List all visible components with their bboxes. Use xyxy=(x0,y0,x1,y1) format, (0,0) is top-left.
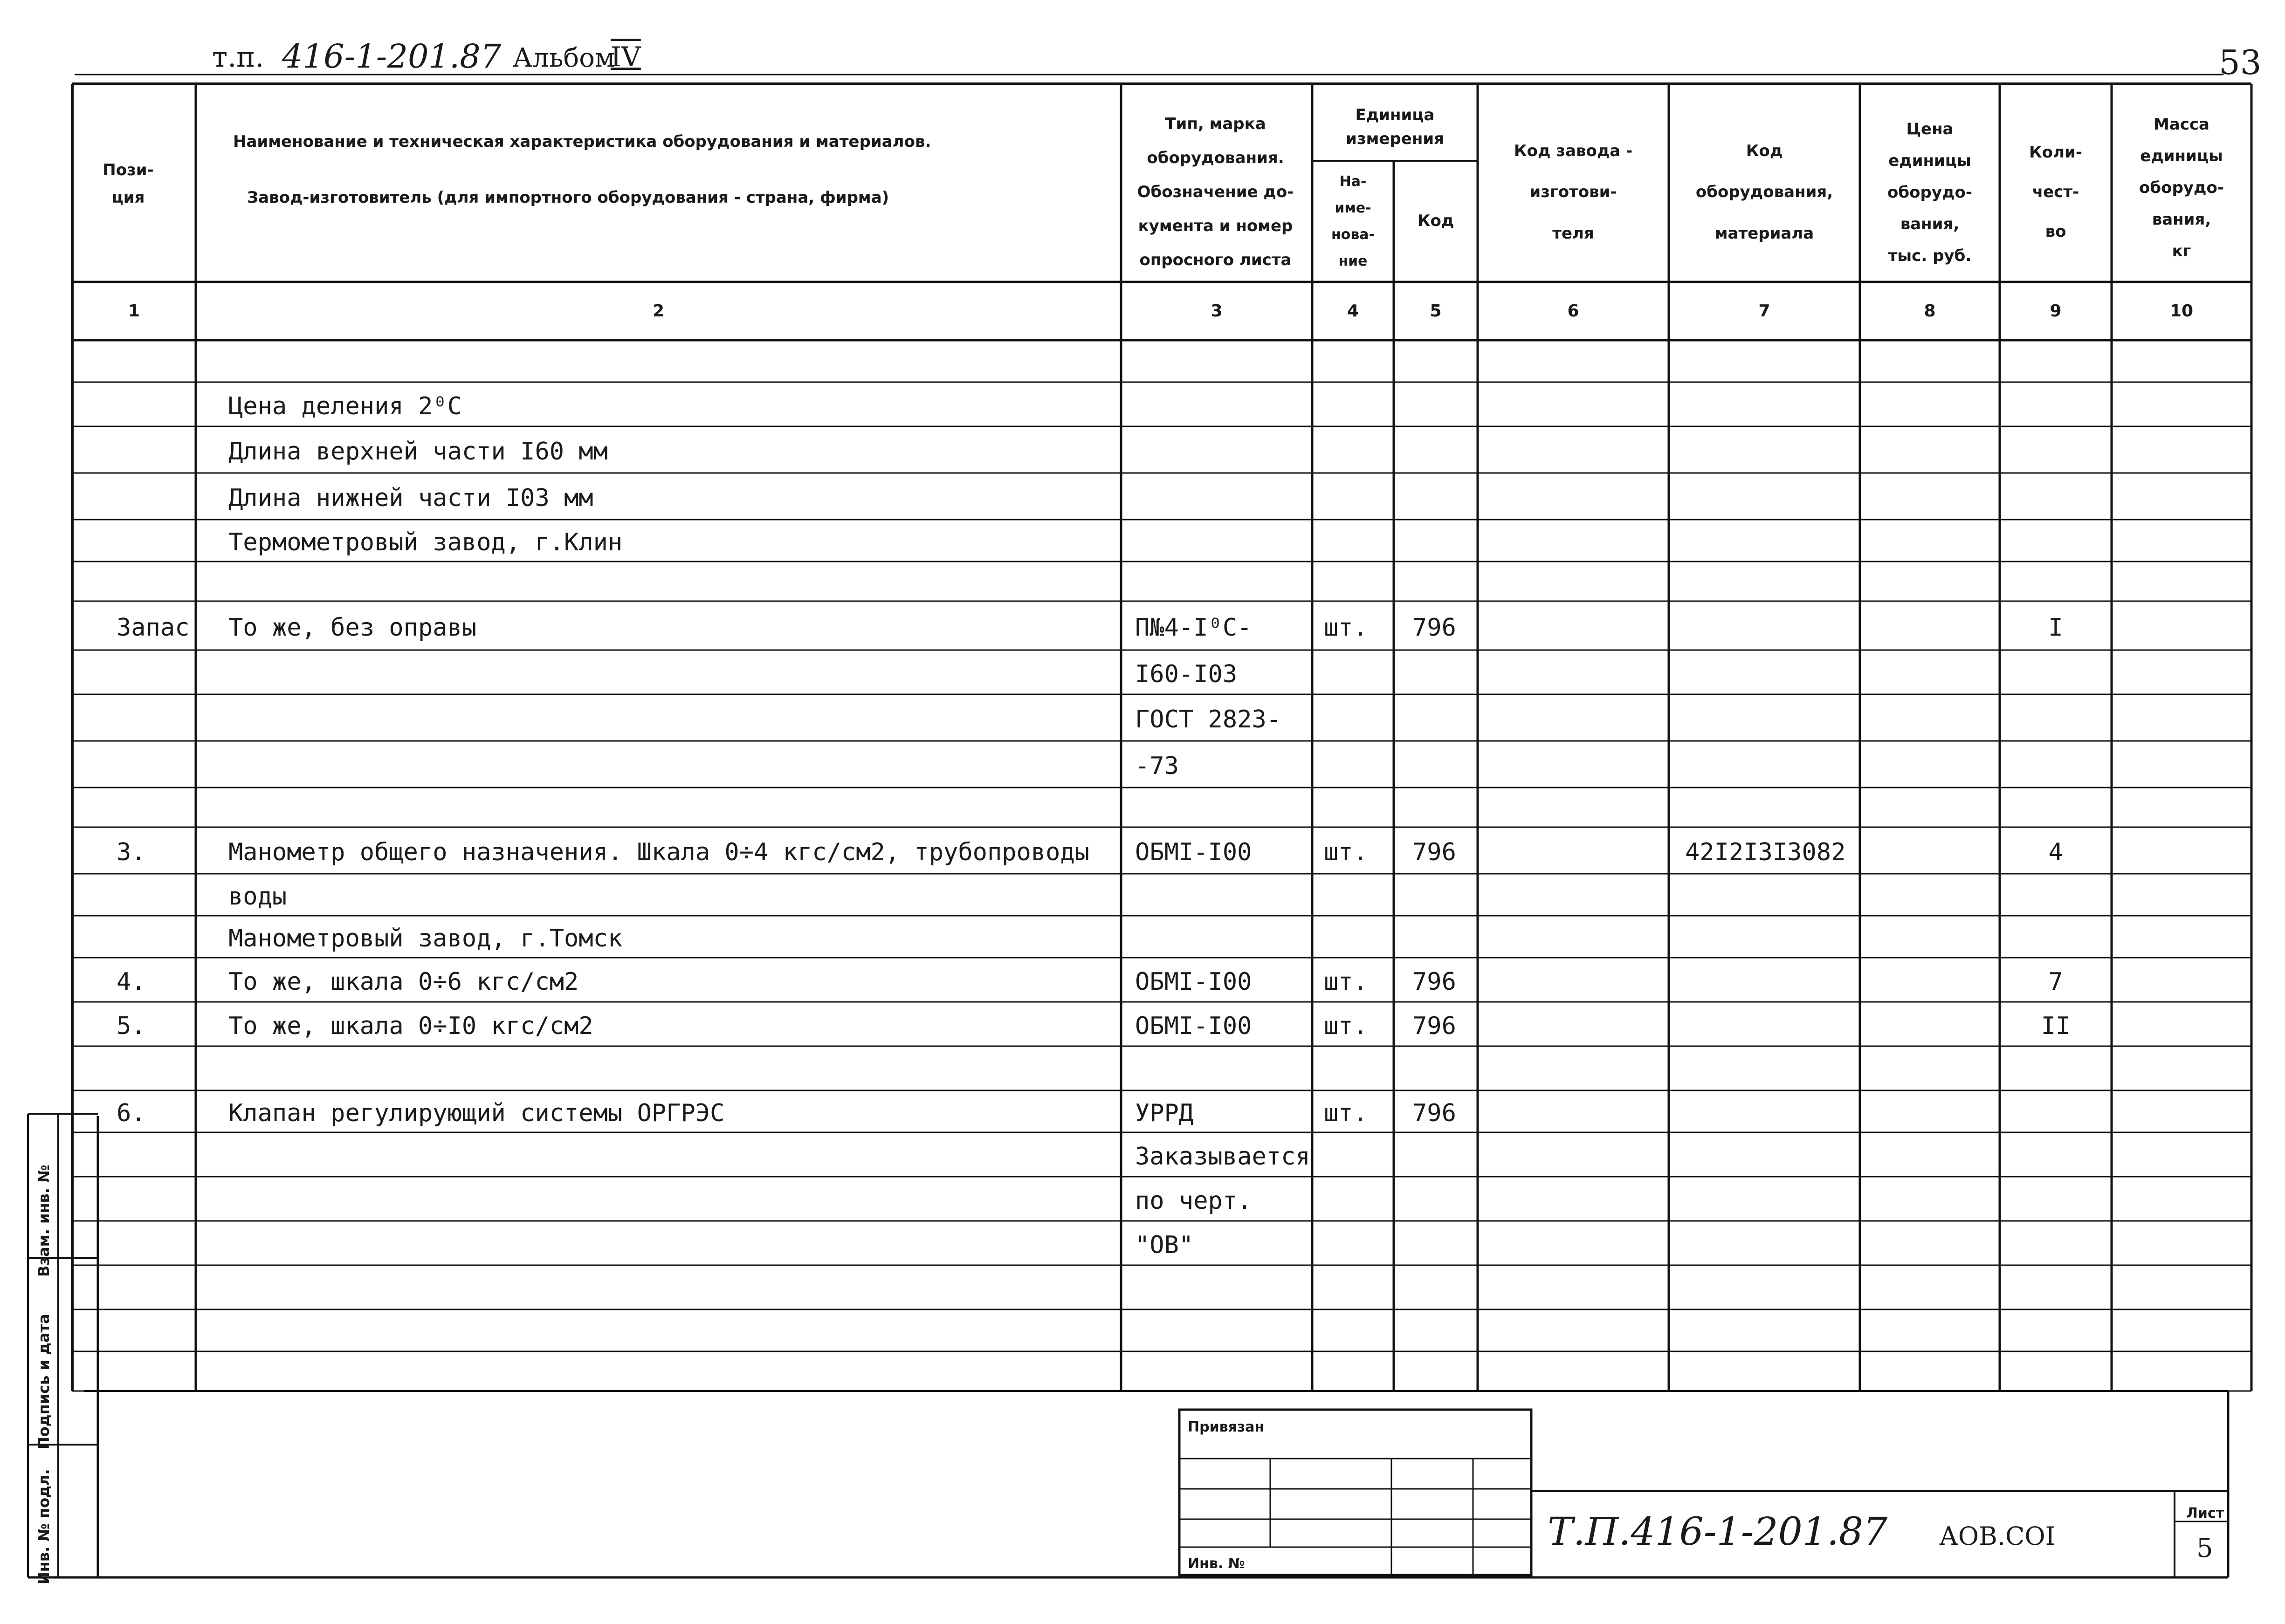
stamp-doc-code: Т.П.416-1-201.87 xyxy=(1548,1510,1888,1554)
column-number-5: 5 xyxy=(1430,302,1442,321)
cell-type: ОБМI-I00 xyxy=(1135,838,1252,866)
cell-type: "ОВ" xyxy=(1135,1231,1194,1259)
cell-type: по черт. xyxy=(1135,1186,1252,1215)
header-unit-code: Код xyxy=(1417,212,1454,231)
cell-pos: 4. xyxy=(117,967,146,996)
header-quantity: Коли- чест- во xyxy=(2029,143,2082,241)
stamp-mark: АОВ.СОI xyxy=(1939,1521,2055,1551)
cell-pos: 3. xyxy=(117,838,146,866)
cell-code: 796 xyxy=(1412,838,1456,866)
cell-eqcode: 42I2I3I3082 xyxy=(1685,838,1846,866)
column-number-4: 4 xyxy=(1347,302,1359,321)
album-number: IV xyxy=(611,41,641,73)
sidebar-label-replacement: Взам. инв. № xyxy=(35,1165,53,1277)
cell-name: Клапан регулирующий системы ОРГРЭС xyxy=(228,1099,725,1127)
cell-qty: 4 xyxy=(2048,838,2063,866)
cell-type: ГОСТ 2823- xyxy=(1135,706,1281,733)
header-name-line1: Наименование и техническая характеристика оборудования и материалов. xyxy=(233,132,931,151)
cell-unit: шт. xyxy=(1324,967,1368,996)
cell-unit: шт. xyxy=(1324,1012,1368,1040)
cell-qty: I xyxy=(2048,613,2063,642)
column-number-8: 8 xyxy=(1924,302,1936,321)
header-name-line2: Завод-изготовитель (для импортного оборудования - страна, фирма) xyxy=(247,188,889,207)
cell-pos: 5. xyxy=(117,1012,146,1040)
cell-name: воды xyxy=(228,883,287,911)
cell-type: I60-I03 xyxy=(1135,660,1238,688)
column-number-9: 9 xyxy=(2050,302,2062,321)
cell-type: П№4-I⁰С- xyxy=(1135,613,1252,642)
cell-name: Термометровый завод, г.Клин xyxy=(228,528,623,556)
page-number: 53 xyxy=(2219,43,2262,82)
cell-type: ОБМI-I00 xyxy=(1135,967,1252,996)
cell-qty: II xyxy=(2041,1012,2071,1040)
cell-qty: 7 xyxy=(2048,967,2063,996)
cell-code: 796 xyxy=(1412,1099,1456,1127)
cell-unit: шт. xyxy=(1324,1099,1368,1127)
cell-name: Манометр общего назначения. Шкала 0÷4 кгс/см2, трубопроводы xyxy=(228,838,1090,866)
cell-type: Заказывается xyxy=(1135,1142,1310,1171)
stamp-privyazan: Привязан xyxy=(1188,1419,1265,1435)
sidebar-label-signature: Подпись и дата xyxy=(35,1314,53,1449)
cell-unit: шт. xyxy=(1324,613,1368,642)
cell-pos: Запас xyxy=(117,613,190,642)
cell-type: ОБМI-I00 xyxy=(1135,1012,1252,1040)
column-number-6: 6 xyxy=(1567,302,1579,321)
cell-type: -73 xyxy=(1135,752,1179,780)
album-label: Альбом xyxy=(513,43,615,73)
cell-pos: 6. xyxy=(117,1099,146,1127)
stamp-inv-no: Инв. № xyxy=(1188,1555,1245,1572)
header-plant-code: Код завода - изготови- теля xyxy=(1514,141,1633,243)
cell-type: УРРД xyxy=(1135,1099,1194,1127)
cell-name: То же, без оправы xyxy=(228,613,477,642)
project-code: 416-1-201.87 xyxy=(282,37,502,75)
cell-name: Цена деления 2⁰С xyxy=(228,392,462,420)
cell-unit: шт. xyxy=(1324,838,1368,866)
cell-name: То же, шкала 0÷6 кгс/см2 xyxy=(228,967,579,996)
header-equipment-code: Код оборудования, материала xyxy=(1695,141,1833,243)
sidebar-label-inventory: Инв. № подл. xyxy=(35,1469,53,1584)
column-number-3: 3 xyxy=(1211,302,1223,321)
cell-name: Длина верхней части I60 мм xyxy=(228,438,608,466)
cell-name: То же, шкала 0÷I0 кгс/см2 xyxy=(228,1012,593,1040)
header-unit: Единица измерения xyxy=(1346,105,1444,148)
header-unit-name: На- име- нова- ние xyxy=(1331,173,1375,269)
column-number-1: 1 xyxy=(128,302,140,321)
header-price: Цена единицы оборудо- вания, тыс. руб. xyxy=(1887,119,1972,265)
cell-code: 796 xyxy=(1412,613,1456,642)
column-number-10: 10 xyxy=(2169,302,2194,321)
column-number-7: 7 xyxy=(1758,302,1770,321)
cell-code: 796 xyxy=(1412,1012,1456,1040)
cell-name: Манометровый завод, г.Томск xyxy=(228,925,623,952)
header-position: Пози- ция xyxy=(103,160,154,207)
header-type: Тип, марка оборудования. Обозначение до- кумента и номер опросного листа xyxy=(1137,114,1294,270)
stamp-sheet-label: Лист xyxy=(2186,1505,2224,1521)
column-number-2: 2 xyxy=(652,302,665,321)
cell-code: 796 xyxy=(1412,967,1456,996)
cell-name: Длина нижней части I03 мм xyxy=(228,484,593,512)
header-mass: Масса единицы оборудо- вания, кг xyxy=(2139,115,2224,260)
stamp-sheet-number: 5 xyxy=(2196,1533,2213,1563)
series-label: т.п. xyxy=(212,41,264,74)
